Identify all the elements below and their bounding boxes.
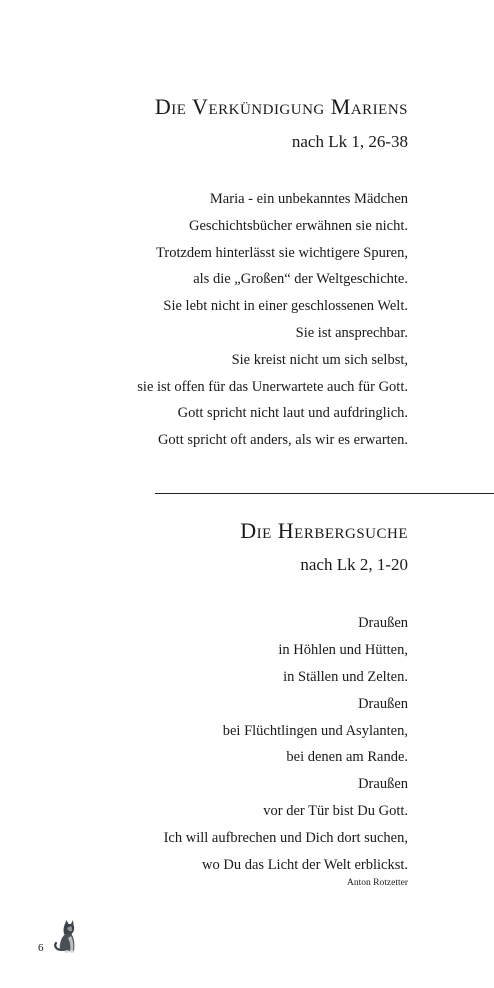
author-credit: Anton Rotzetter <box>347 878 408 888</box>
poem-verkuendigung <box>28 186 408 454</box>
poem-line: Ich will aufbrechen und Dich dort suchen, <box>163 830 408 847</box>
poem-line: wo Du das Licht der Welt erblickst. <box>202 857 408 874</box>
poem-line: als die „Großen“ der Weltgeschichte. <box>193 271 408 288</box>
section-subtitle-verkuendigung: nach Lk 1, 26-38 <box>291 132 408 151</box>
cat-icon <box>52 916 80 954</box>
poem-line: Gott spricht oft anders, als wir es erwarten. <box>157 432 408 449</box>
poem-line: Gott spricht nicht laut und aufdringlich. <box>177 405 408 422</box>
poem-line: sie ist offen für das Unerwartete auch für Gott. <box>137 378 408 395</box>
poem-line: Maria - ein unbekanntes Mädchen <box>209 191 408 207</box>
poem-line: Draußen <box>358 695 408 712</box>
section-divider <box>155 493 494 494</box>
poem-line: Trotzdem hinterlässt sie wichtigere Spuren, <box>156 244 408 261</box>
section-subtitle-herbergsuche: nach Lk 2, 1-20 <box>300 555 408 574</box>
poem-herbergsuche <box>28 610 408 879</box>
poem-line: in Höhlen und Hütten, <box>278 641 408 658</box>
poem-line: Draußen <box>358 615 408 631</box>
poem-line: in Ställen und Zelten. <box>283 668 408 685</box>
poem-line: vor der Tür bist Du Gott. <box>263 803 408 820</box>
poem-line: Geschichtsbücher erwähnen sie nicht. <box>188 217 408 234</box>
poem-line: bei denen am Rande. <box>286 749 408 766</box>
poem-line: Draußen <box>358 776 408 793</box>
poem-line: bei Flüchtlingen und Asylanten, <box>222 722 408 739</box>
poem-line: Sie kreist nicht um sich selbst, <box>231 351 408 368</box>
poem-line: Sie lebt nicht in einer geschlossenen Welt. <box>163 298 408 315</box>
section-title-verkuendigung: Die Verkündigung Mariens <box>154 94 408 119</box>
poem-line: Sie ist ansprechbar. <box>295 324 408 341</box>
page-number: 6 <box>38 942 44 954</box>
section-title-herbergsuche: Die Herbergsuche <box>240 518 408 543</box>
